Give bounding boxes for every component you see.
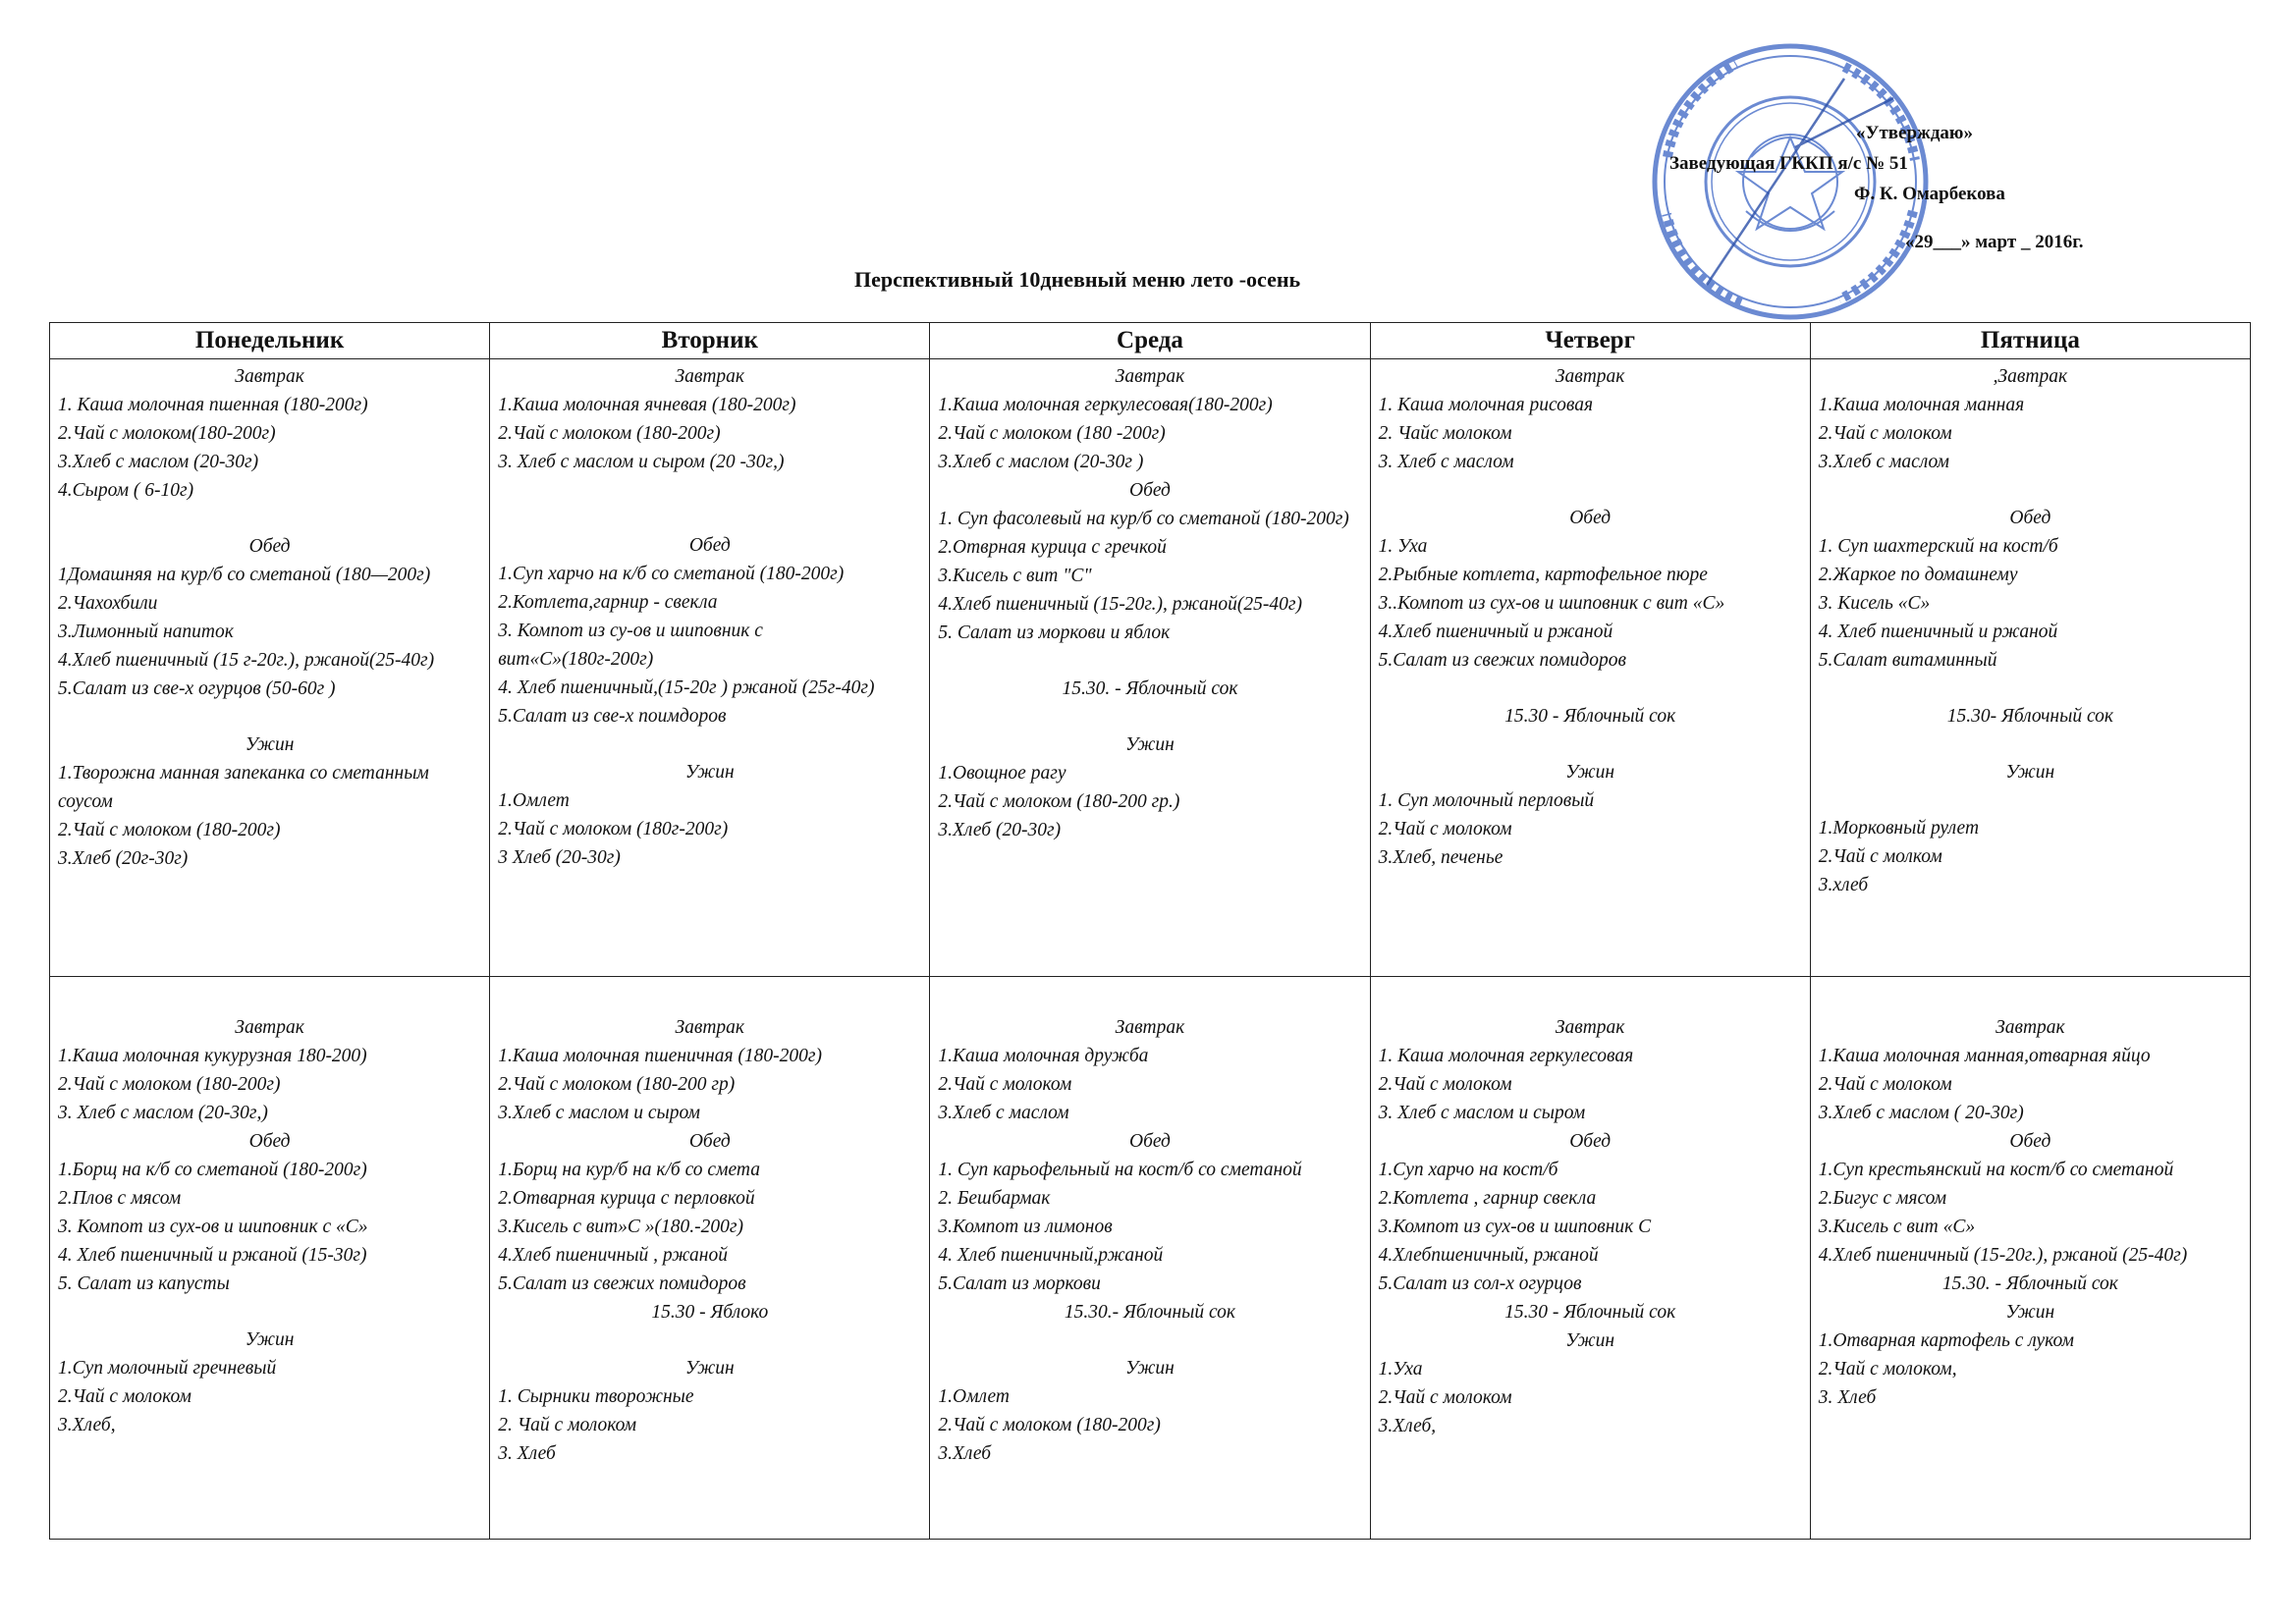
menu-line: 3.Хлеб с маслом (20-30г) <box>58 452 259 472</box>
menu-line: 1.Морковный рулет <box>1818 818 1980 839</box>
blank-line <box>1379 731 1802 758</box>
blank-line <box>1819 675 2242 702</box>
menu-line: 3.Кисель с вит "С" <box>938 566 1092 586</box>
approval-date: «29___» март _ 2016г. <box>1905 232 2084 252</box>
menu-line: 1. Каша молочная рисовая <box>1378 395 1594 415</box>
menu-cell <box>1810 359 2250 977</box>
menu-line: 2.Чай с молоком <box>1378 1387 1512 1408</box>
menu-line: 3.Хлеб <box>938 1443 992 1464</box>
menu-line: 1.Каша молочная манная <box>1818 395 2025 415</box>
menu-line: 1. Каша молочная геркулесовая <box>1378 1046 1634 1066</box>
menu-cell <box>1370 359 1810 977</box>
menu-line: 4.Хлеб пшеничный (15-20г.), ржаной (25-40г) <box>1818 1245 2188 1266</box>
meal-heading: Ужин <box>1565 1330 1615 1351</box>
meal-heading: Ужин <box>684 1358 735 1379</box>
meal-heading: Завтрак <box>675 1017 745 1038</box>
menu-line: 3..Компот из сух-ов и шиповник с вит «С» <box>1378 593 1725 614</box>
menu-line: 3.Хлеб, печенье <box>1378 847 1503 868</box>
blank-line <box>58 1298 481 1326</box>
menu-line: 3.Хлеб с маслом и сыром <box>498 1103 700 1123</box>
menu-line: 4.Сыром ( 6-10г) <box>58 480 194 501</box>
menu-cell <box>1810 977 2250 1540</box>
meal-heading: Обед <box>688 1131 731 1152</box>
menu-line: 1.Борщ на кур/б на к/б со смета <box>498 1160 760 1180</box>
menu-line: 1.Овощное рагу <box>938 763 1066 784</box>
menu-line: 1. Сырники творожные <box>498 1386 694 1407</box>
menu-line: 3. Хлеб с маслом <box>1378 452 1514 472</box>
blank-line <box>498 476 921 504</box>
menu-line: 3 Хлеб (20-30г) <box>498 847 621 868</box>
meal-heading: Завтрак <box>235 1017 304 1038</box>
meal-heading: Обед <box>1569 1131 1612 1152</box>
menu-line: 1.Суп харчо на к/б со сметаной (180-200г) <box>498 564 845 584</box>
day-header-row <box>50 323 2251 359</box>
menu-line: 3.Хлеб с маслом <box>1818 452 1949 472</box>
menu-line: 2.Жаркое по домашнему <box>1818 565 2018 585</box>
meal-heading: Завтрак <box>1555 1017 1625 1038</box>
menu-line: 15.30 - Яблочный сок <box>1504 706 1676 727</box>
menu-line: 2.Чай с молоком (180-200г) <box>498 423 721 444</box>
menu-line: 3. Хлеб <box>498 1443 556 1464</box>
menu-line: 2.Чай с молоком <box>1818 1074 1952 1095</box>
menu-line: 2.Плов с мясом <box>58 1188 182 1209</box>
menu-line: 1. Суп карьофельный на кост/б со сметаной <box>938 1160 1302 1180</box>
menu-line: 4.Хлеб пшеничный (15 г-20г.), ржаной(25-40г) <box>58 650 435 671</box>
menu-line: 3.Хлеб, <box>58 1415 116 1435</box>
menu-cell <box>1370 977 1810 1540</box>
menu-line: 1. Суп шахтерский на кост/б <box>1818 536 2058 557</box>
week-row <box>50 359 2251 977</box>
meal-heading: Ужин <box>245 1329 295 1350</box>
menu-line: 1.Омлет <box>938 1386 1010 1407</box>
meal-heading: Обед <box>248 1131 291 1152</box>
menu-line: 5.Салат из моркови <box>938 1273 1101 1294</box>
menu-line: 3.Хлеб (20г-30г) <box>58 848 189 869</box>
menu-line: 2.Чай с молоком (180-200г) <box>58 1074 281 1095</box>
menu-line: 2.Чахохбили <box>58 593 158 614</box>
meal-heading: ,Завтрак <box>1993 366 2068 387</box>
menu-line: 5.Салат из свежих помидоров <box>1378 650 1626 671</box>
menu-line: 1.Суп крестьянский на кост/б со сметаной <box>1818 1160 2174 1180</box>
meal-heading: Ужин <box>245 734 295 755</box>
meal-heading: Обед <box>2009 1131 2051 1152</box>
menu-line: 5. Салат из капусты <box>58 1273 230 1294</box>
menu-line: 1. Суп молочный перловый <box>1378 790 1595 811</box>
menu-cell <box>930 977 1370 1540</box>
approval-signer: Ф. К. Омарбекова <box>1854 184 2005 204</box>
blank-line <box>498 504 921 531</box>
menu-line: 2.Чай с молоком (180-200 гр) <box>498 1074 736 1095</box>
blank-line <box>1819 476 2242 504</box>
menu-line: 4. Хлеб пшеничный и ржаной (15-30г) <box>58 1245 367 1266</box>
menu-line: 5.Салат из све-х огурцов (50-60г ) <box>58 678 336 699</box>
approval-head: Заведующая ГККП я/с № 51 <box>1669 153 1908 174</box>
menu-table <box>49 322 2251 1540</box>
menu-line: 4.Хлеб пшеничный (15-20г.), ржаной(25-40г) <box>938 594 1302 615</box>
menu-line: 3.Кисель с вит «С» <box>1818 1217 1976 1237</box>
menu-cell <box>50 359 490 977</box>
day-header: Пятница <box>1810 323 2250 359</box>
document-title: Перспективный 10дневный меню лето -осень <box>854 267 1301 292</box>
menu-line: 2. Бешбармак <box>938 1188 1051 1209</box>
menu-line: 2.Рыбные котлета, картофельное пюре <box>1378 565 1708 585</box>
menu-line: 4.Хлеб пшеничный , ржаной <box>498 1245 728 1266</box>
menu-line: 5.Салат витаминный <box>1818 650 1997 671</box>
menu-cell <box>490 359 930 977</box>
menu-line: 1.Отварная картофель с луком <box>1818 1330 2074 1351</box>
menu-line: 2.Чай с молоком (180-200 гр.) <box>938 791 1180 812</box>
menu-line: 1.Каша молочная дружба <box>938 1046 1149 1066</box>
menu-line: 5. Салат из моркови и яблок <box>938 623 1171 643</box>
meal-heading: Ужин <box>1565 762 1615 783</box>
blank-line <box>498 731 921 758</box>
menu-line: 1.Суп молочный гречневый <box>58 1358 277 1379</box>
blank-line <box>498 1326 921 1354</box>
menu-line: 2.Чай с молоком <box>1378 1074 1512 1095</box>
meal-heading: Завтрак <box>1115 1017 1185 1038</box>
menu-line: 2.Чай с молоком (180-200г) <box>938 1415 1161 1435</box>
menu-line: 3. Хлеб с маслом и сыром <box>1378 1103 1586 1123</box>
day-header: Понедельник <box>50 323 490 359</box>
meal-heading: Ужин <box>2005 762 2055 783</box>
meal-heading: Завтрак <box>235 366 304 387</box>
blank-line <box>938 1326 1361 1354</box>
menu-line: 4.Хлеб пшеничный и ржаной <box>1378 622 1613 642</box>
menu-line: 5.Салат из све-х поимдоров <box>498 706 727 727</box>
menu-cell <box>50 977 490 1540</box>
approval-title: «Утверждаю» <box>1856 123 1973 143</box>
menu-line: 1.Творожна манная запеканка со сметанным соусом <box>58 763 429 812</box>
day-header: Вторник <box>490 323 930 359</box>
meal-heading: Завтрак <box>1555 366 1625 387</box>
menu-line: 2.Отварная курица с перловкой <box>498 1188 755 1209</box>
blank-line <box>1819 786 2242 814</box>
meal-heading: Завтрак <box>1995 1017 2065 1038</box>
menu-line: 2.Чай с молоком (180 -200г) <box>938 423 1166 444</box>
menu-line: 1. Суп фасолевый на кур/б со сметаной (180-200г) <box>938 509 1349 529</box>
menu-line: 3. Компот из су-ов и шиповник с вит«С»(180г-200г) <box>498 621 763 670</box>
menu-line: 4. Хлеб пшеничный,ржаной <box>938 1245 1164 1266</box>
menu-line: 15.30 - Яблоко <box>651 1302 769 1323</box>
meal-heading: Обед <box>2009 508 2051 528</box>
meal-heading: Обед <box>1129 480 1171 501</box>
meal-heading: Завтрак <box>675 366 745 387</box>
menu-line: 2.Чай с молоком (180г-200г) <box>498 819 729 839</box>
week-row <box>50 977 2251 1540</box>
menu-line: 3.хлеб <box>1818 875 1869 895</box>
day-header: Четверг <box>1370 323 1810 359</box>
blank-line <box>1819 731 2242 758</box>
menu-line: 1.Каша молочная кукурузная 180-200) <box>58 1046 367 1066</box>
menu-line: 1. Каша молочная пшенная (180-200г) <box>58 395 368 415</box>
menu-line: 1.Каша молочная геркулесовая(180-200г) <box>938 395 1273 415</box>
meal-heading: Обед <box>248 536 291 557</box>
menu-line: 1.Каша молочная манная,отварная яйцо <box>1818 1046 2151 1066</box>
approval-block <box>1669 118 2160 257</box>
blank-line <box>938 703 1361 731</box>
menu-line: 15.30.- Яблочный сок <box>1064 1302 1236 1323</box>
menu-line: 2.Чай с молоком <box>1818 423 1952 444</box>
menu-line: 4. Хлеб пшеничный и ржаной <box>1818 622 2058 642</box>
menu-line: 3.Хлеб с маслом (20-30г ) <box>938 452 1144 472</box>
menu-cell <box>490 977 930 1540</box>
menu-line: 3.Лимонный напиток <box>58 622 234 642</box>
blank-line <box>938 647 1361 675</box>
menu-line: 3.Компот из сух-ов и шиповник С <box>1378 1217 1652 1237</box>
menu-line: 1.Уха <box>1378 1359 1423 1380</box>
menu-line: 1.Каша молочная ячневая (180-200г) <box>498 395 796 415</box>
meal-heading: Ужин <box>1125 1358 1175 1379</box>
menu-line: 3. Хлеб <box>1818 1387 1877 1408</box>
menu-line: 1.Суп харчо на кост/б <box>1378 1160 1558 1180</box>
menu-line: 15.30. - Яблочный сок <box>1062 678 1238 699</box>
menu-line: 2.Чай с молоком (180-200г) <box>58 820 281 840</box>
menu-line: 3. Компот из сух-ов и шиповник с «С» <box>58 1217 368 1237</box>
meal-heading: Ужин <box>2005 1302 2055 1323</box>
menu-line: 2.Чай с молоком, <box>1818 1359 1957 1380</box>
meal-heading: Обед <box>688 535 731 556</box>
menu-line: 2.Отврная курица с гречкой <box>938 537 1167 558</box>
blank-line <box>58 505 481 532</box>
menu-line: 3.Хлеб, <box>1378 1416 1437 1436</box>
menu-line: 2. Чайс молоком <box>1378 423 1512 444</box>
blank-line <box>58 703 481 731</box>
menu-line: 1.Омлет <box>498 790 570 811</box>
menu-line: 2.Котлета , гарнир свекла <box>1378 1188 1597 1209</box>
menu-line: 2.Бигус с мясом <box>1818 1188 1947 1209</box>
menu-line: 3. Хлеб с маслом и сыром (20 -30г,) <box>498 452 785 472</box>
menu-line: 3. Хлеб с маслом (20-30г,) <box>58 1103 268 1123</box>
menu-line: 2.Чай с молоком <box>58 1386 191 1407</box>
menu-line: 1Домашняя на кур/б со сметаной (180—200г) <box>58 565 431 585</box>
menu-line: 3.Хлеб (20-30г) <box>938 820 1062 840</box>
menu-line: 5.Салат из свежих помидоров <box>498 1273 746 1294</box>
menu-line: 1.Каша молочная пшеничная (180-200г) <box>498 1046 823 1066</box>
meal-heading: Ужин <box>1125 734 1175 755</box>
menu-line: 2.Чай с молоком <box>1378 819 1512 839</box>
day-header: Среда <box>930 323 1370 359</box>
menu-line: 2.Чай с молоком <box>938 1074 1072 1095</box>
menu-line: 2.Котлета,гарнир - свекла <box>498 592 718 613</box>
menu-line: 15.30- Яблочный сок <box>1946 706 2113 727</box>
meal-heading: Ужин <box>684 762 735 783</box>
menu-line: 2.Чай с молоком(180-200г) <box>58 423 276 444</box>
menu-line: 3. Кисель «С» <box>1818 593 1931 614</box>
menu-line: 2.Чай с молком <box>1818 846 1942 867</box>
menu-line: 15.30 - Яблочный сок <box>1504 1302 1676 1323</box>
menu-line: 4.Хлебпшеничный, ржаной <box>1378 1245 1599 1266</box>
menu-line: 5.Салат из сол-х огурцов <box>1378 1273 1582 1294</box>
menu-line: 3.Кисель с вит»С »(180.-200г) <box>498 1217 744 1237</box>
menu-line: 3.Компот из лимонов <box>938 1217 1113 1237</box>
menu-line: 1. Уха <box>1378 536 1428 557</box>
menu-line: 2. Чай с молоком <box>498 1415 637 1435</box>
menu-cell <box>930 359 1370 977</box>
menu-line: 3.Хлеб с маслом ( 20-30г) <box>1818 1103 2024 1123</box>
blank-line <box>1379 476 1802 504</box>
menu-line: 15.30. - Яблочный сок <box>1941 1273 2118 1294</box>
menu-line: 4. Хлеб пшеничный,(15-20г ) ржаной (25г-40г) <box>498 677 875 698</box>
menu-line: 3.Хлеб с маслом <box>938 1103 1069 1123</box>
meal-heading: Обед <box>1569 508 1612 528</box>
meal-heading: Завтрак <box>1115 366 1185 387</box>
blank-line <box>1379 675 1802 702</box>
menu-line: 1.Борщ на к/б со сметаной (180-200г) <box>58 1160 367 1180</box>
meal-heading: Обед <box>1129 1131 1171 1152</box>
